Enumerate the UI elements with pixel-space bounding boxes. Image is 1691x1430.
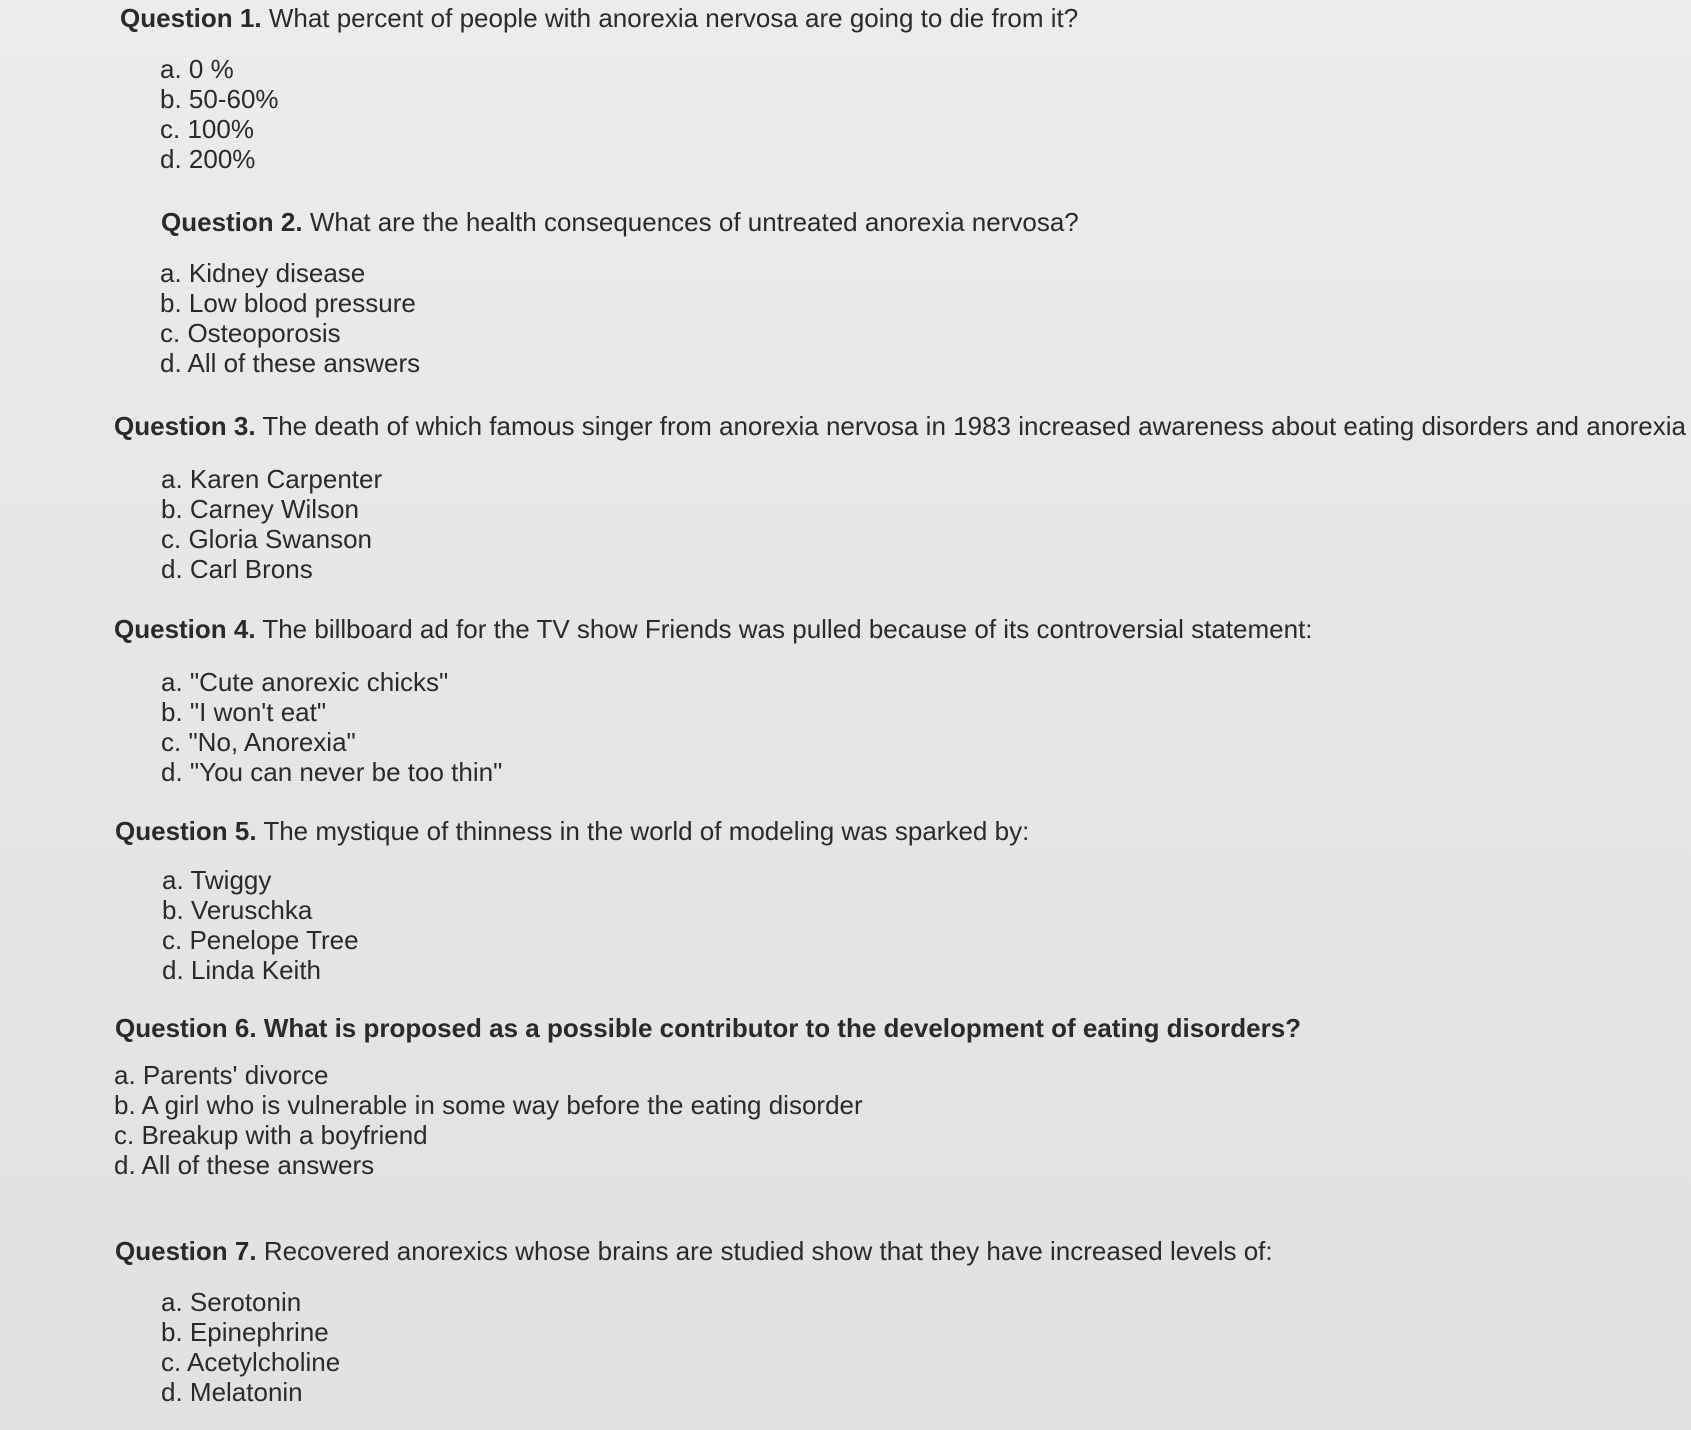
question-6-prompt: What is proposed as a possible contributor to the development of eating disorders? [263, 1013, 1302, 1043]
question-3-options [0, 464, 1691, 584]
question-4-prompt: The billboard ad for the TV show Friends was pulled because of its controversial statement: [262, 614, 1313, 644]
question-5-option-d: d. Linda Keith [162, 955, 322, 985]
question-6-label: Question 6. [115, 1013, 257, 1043]
question-3 [0, 410, 1691, 584]
question-1-prompt: What percent of people with anorexia nervosa are going to die from it? [268, 3, 1079, 33]
question-2 [0, 206, 1691, 378]
question-5-label: Question 5. [115, 816, 257, 846]
question-1-option-b: b. 50-60% [160, 84, 279, 114]
question-2-heading [0, 206, 1691, 238]
question-3-heading [0, 410, 1691, 442]
question-5-option-a: a. Twiggy [162, 865, 272, 895]
question-2-option-a: a. Kidney disease [160, 258, 366, 288]
question-3-option-b: b. Carney Wilson [161, 494, 359, 524]
question-4-options [0, 667, 1691, 787]
question-1 [0, 2, 1691, 174]
question-5-prompt: The mystique of thinness in the world of modeling was sparked by: [263, 816, 1030, 846]
question-1-option-c: c. 100% [160, 114, 254, 144]
question-7-option-d: d. Melatonin [161, 1377, 303, 1407]
question-4 [0, 613, 1691, 787]
question-6-option-a: a. Parents' divorce [114, 1060, 329, 1090]
question-3-prompt: The death of which famous singer from anorexia nervosa in 1983 increased awareness about eating disorders and anorexia [262, 411, 1686, 441]
question-2-label: Question 2. [161, 207, 303, 237]
question-3-option-c: c. Gloria Swanson [161, 524, 372, 554]
question-4-label: Question 4. [114, 614, 256, 644]
question-1-label: Question 1. [120, 3, 262, 33]
question-6-heading [0, 1012, 1691, 1044]
question-7-option-b: b. Epinephrine [161, 1317, 329, 1347]
question-6-option-d: d. All of these answers [114, 1150, 375, 1180]
question-2-prompt: What are the health consequences of untreated anorexia nervosa? [309, 207, 1079, 237]
question-7-options [0, 1287, 1691, 1407]
question-3-option-a: a. Karen Carpenter [161, 464, 383, 494]
question-2-option-d: d. All of these answers [160, 348, 421, 378]
question-5-options [0, 865, 1691, 985]
question-2-option-b: b. Low blood pressure [160, 288, 416, 318]
question-7-heading [0, 1235, 1691, 1267]
question-4-option-d: d. "You can never be too thin" [161, 757, 503, 787]
question-3-option-d: d. Carl Brons [161, 554, 313, 584]
question-2-option-c: c. Osteoporosis [160, 318, 341, 348]
question-4-option-b: b. "I won't eat" [161, 697, 327, 727]
question-5-heading [0, 815, 1691, 847]
question-3-label: Question 3. [114, 411, 256, 441]
question-4-heading [0, 613, 1691, 645]
question-4-option-a: a. "Cute anorexic chicks" [161, 667, 449, 697]
question-1-options [0, 54, 1691, 174]
question-7 [0, 1235, 1691, 1407]
question-6-options [0, 1060, 1691, 1180]
question-7-option-c: c. Acetylcholine [161, 1347, 341, 1377]
question-5-option-b: b. Veruschka [162, 895, 313, 925]
question-6-option-b: b. A girl who is vulnerable in some way before the eating disorder [114, 1090, 863, 1120]
question-1-heading [0, 2, 1691, 34]
question-1-option-d: d. 200% [160, 144, 256, 174]
question-1-option-a: a. 0 % [160, 54, 234, 84]
question-2-options [0, 258, 1691, 378]
question-6 [0, 1012, 1691, 1180]
question-5-option-c: c. Penelope Tree [162, 925, 359, 955]
question-7-prompt: Recovered anorexics whose brains are studied show that they have increased levels of: [263, 1236, 1273, 1266]
question-6-option-c: c. Breakup with a boyfriend [114, 1120, 428, 1150]
question-5 [0, 815, 1691, 985]
question-4-option-c: c. "No, Anorexia" [161, 727, 356, 757]
question-7-label: Question 7. [115, 1236, 257, 1266]
question-7-option-a: a. Serotonin [161, 1287, 302, 1317]
